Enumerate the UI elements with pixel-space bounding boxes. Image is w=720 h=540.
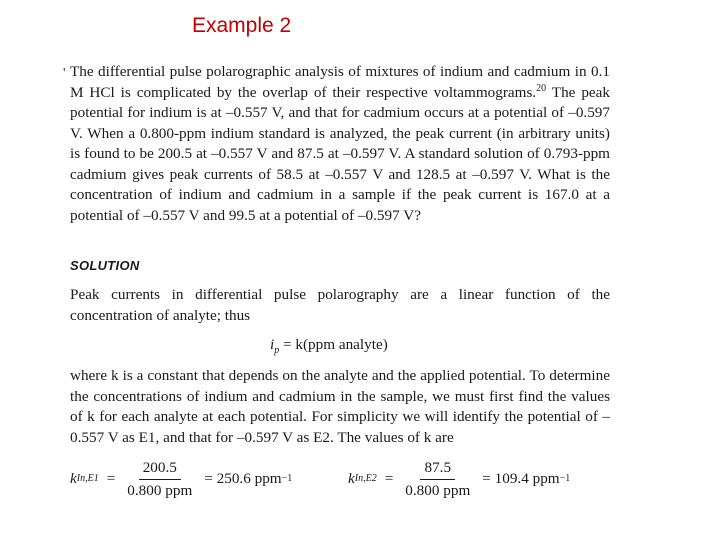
fraction — [401, 459, 474, 500]
k-equation-e1: k In,E1 = $\frac{200.5}{\text{0.800 ppm}}$ = 250.6 ppm −1 — [70, 458, 293, 499]
fraction-denominator: 0.800 ppm — [405, 481, 471, 499]
equation-lhs-sub: p — [274, 345, 280, 357]
problem-text-part1: The differential pulse polarographic analysis of mixtures of indium and cadmium in 0.1 M HCl is complicated by the overlap of their respective voltammograms. — [70, 63, 610, 101]
fraction-denominator: 0.800 ppm — [127, 481, 193, 499]
result-value: = 109.4 ppm — [482, 470, 560, 487]
k-subscript: In,E2 — [354, 473, 377, 484]
fraction — [123, 459, 196, 500]
slide-title: Example 2 — [192, 14, 292, 37]
k-subscript: In,E1 — [76, 473, 99, 484]
equation-lhs: i — [270, 336, 275, 353]
equals-sign: = — [384, 470, 394, 487]
reference-number: 20 — [536, 82, 547, 94]
k-symbol: k — [348, 470, 355, 487]
solution-intro: Peak currents in differential pulse polarography are a linear function of the concentration of analyte; thus — [70, 286, 610, 324]
equation-rhs: = k(ppm analyte) — [279, 336, 388, 353]
main-equation — [270, 336, 388, 357]
fraction-numerator: 87.5 — [420, 459, 455, 480]
bullet-mark: ' — [63, 66, 66, 81]
solution-heading: SOLUTION — [70, 258, 140, 273]
equals-sign: = — [106, 470, 116, 487]
k-equation-e2: k In,E2 = $\frac{87.5}{\text{0.800 ppm}}$ = 109.4 ppm −1 — [348, 458, 571, 499]
problem-statement — [70, 62, 610, 226]
k-symbol: k — [70, 470, 77, 487]
problem-text-part2: The peak potential for indium is at –0.557 V, and that for cadmium occurs at a potential of –0.597 V. When a 0.800-ppm indium standard is analyzed, the peak current (in arbitrary units) is found to be 200.5 at –0.557 V and 87.5 at –0.597 V. A standard solution of 0.793-ppm cadmium gives peak currents of 58.5 at –0.557 V and 128.5 at –0.597 V. What is the concentration of indium and cadmium in a sample if the peak current is 167.0 at a potential of –0.557 V and 99.5 at a potential of –0.597 V? — [70, 83, 610, 224]
result-value: = 250.6 ppm — [204, 470, 282, 487]
fraction-numerator: 200.5 — [139, 459, 181, 480]
solution-explanation: where k is a constant that depends on the analyte and the applied potential. To determine the concentrations of indium and cadmium in the sample, we must first find the values of k for each analyte at each potential. For simplicity we will identify the potential of –0.557 V as E1, and that for –0.597 V as E2. The values of k are — [70, 367, 610, 446]
